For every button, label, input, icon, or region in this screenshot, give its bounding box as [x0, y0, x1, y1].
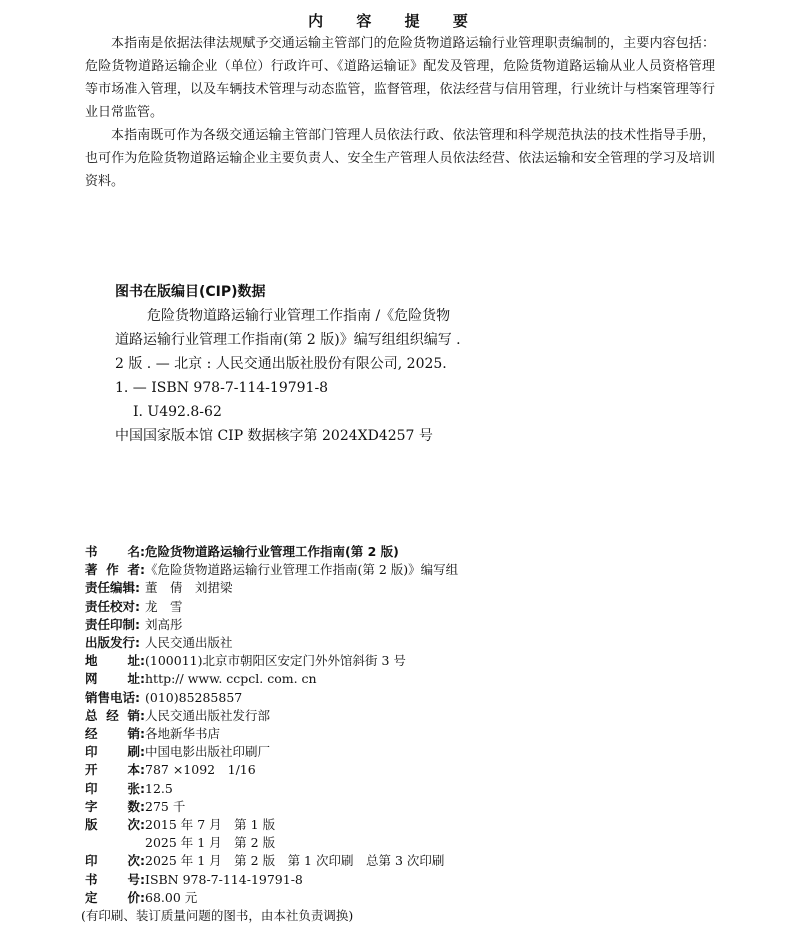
colophon-label: 责任编辑:	[85, 580, 140, 596]
colophon-row	[85, 616, 715, 634]
summary-paragraph: 本指南既可作为各级交通运输主管部门管理人员依法行政、依法管理和科学规范执法的技术性指导手册，也可作为危险货物道路运输企业主要负责人、安全生产管理人员依法经营、依法运输和安全管理的学习及培训资料。	[85, 128, 715, 189]
colophon-value: (010)85285857	[145, 689, 243, 705]
colophon-value: 2025 年 1 月 第 2 版	[145, 835, 276, 851]
colophon-label: 网 址:	[85, 671, 145, 687]
colophon-row	[85, 689, 715, 707]
colophon-value: 各地新华书店	[145, 726, 221, 742]
cip-line: 道路运输行业管理工作指南(第 2 版)》编写组组织编写 .	[115, 332, 461, 348]
colophon-label: 书 名:	[85, 544, 145, 559]
colophon-value: 人民交通出版社发行部	[145, 707, 271, 723]
colophon-label: 经 销:	[85, 726, 145, 742]
colophon-value: (100011)北京市朝阳区安定门外外馆斜街 3 号	[145, 653, 406, 669]
colophon-label: 总 经 销:	[85, 707, 145, 723]
colophon-value: 12.5	[145, 780, 173, 796]
colophon-label: 字 数:	[85, 798, 145, 814]
colophon-value: 2025 年 1 月 第 2 版 第 1 次印刷 总第 3 次印刷	[145, 853, 445, 869]
colophon-label: 印 次:	[85, 853, 145, 869]
colophon-label: 著 作 者:	[85, 562, 145, 578]
colophon-note: (有印刷、装订质量问题的图书，由本社负责调换)	[81, 908, 354, 924]
colophon-label: 责任印制:	[85, 616, 140, 632]
colophon-row	[85, 579, 715, 597]
summary-body	[85, 32, 715, 193]
colophon-label: 版 次:	[85, 817, 145, 833]
cip-heading: 图书在版编目(CIP)数据	[115, 284, 266, 300]
colophon-label: 定 价:	[85, 889, 145, 905]
colophon-label: 印 张:	[85, 780, 145, 796]
cip-line: 危险货物道路运输行业管理工作指南 /《危险货物	[147, 308, 451, 324]
colophon-value: 787 ×1092 1/16	[145, 762, 256, 778]
cip-line: Ⅰ. U492.8-62	[133, 404, 222, 420]
colophon	[81, 543, 715, 925]
colophon-value: 《危险货物道路运输行业管理工作指南(第 2 版)》编写组	[145, 562, 459, 578]
colophon-value: 人民交通出版社	[145, 635, 233, 651]
colophon-row	[85, 707, 715, 725]
colophon-label: 地 址:	[85, 653, 145, 669]
cip-line: 1. — ISBN 978-7-114-19791-8	[115, 380, 329, 396]
colophon-row	[85, 871, 715, 889]
colophon-row	[85, 816, 715, 834]
colophon-row	[85, 889, 715, 907]
colophon-row	[85, 798, 715, 816]
summary-title: 内 容 提 要	[308, 12, 482, 30]
cip-block	[85, 280, 715, 448]
colophon-row	[85, 634, 715, 652]
colophon-label: 书 号:	[85, 871, 145, 887]
colophon-value: 董 倩 刘捃梁	[145, 580, 233, 596]
colophon-value: 危险货物道路运输行业管理工作指南(第 2 版)	[145, 544, 399, 559]
cip-line: 中国国家版本馆 CIP 数据核字第 2024XD4257 号	[115, 428, 433, 444]
colophon-value: http:// www. ccpcl. com. cn	[145, 671, 317, 687]
colophon-label: 责任校对:	[85, 598, 140, 614]
colophon-label: 印 刷:	[85, 744, 145, 760]
colophon-row	[85, 743, 715, 761]
colophon-row	[85, 543, 715, 561]
colophon-row	[85, 852, 715, 870]
summary-paragraph: 本指南是依据法律法规赋予交通运输主管部门的危险货物道路运输行业管理职责编制的，主要内容包括：危险货物道路运输企业（单位）行政许可、《道路运输证》配发及管理，危险货物道路运输从业人员资格管理等市场准入管理，以及车辆技术管理与动态监管，监督管理，依法经营与信用管理，行业统计与档案管理等行业日常监管。	[85, 36, 715, 120]
colophon-row	[85, 834, 715, 852]
cip-line: 2 版 . — 北京 : 人民交通出版社股份有限公司, 2025.	[115, 356, 447, 372]
colophon-label: 销售电话:	[85, 689, 140, 705]
colophon-value: 2015 年 7 月 第 1 版	[145, 817, 276, 833]
colophon-row	[85, 652, 715, 670]
colophon-value: ISBN 978-7-114-19791-8	[145, 871, 303, 887]
colophon-value: 68.00 元	[145, 889, 198, 905]
colophon-row	[85, 561, 715, 579]
colophon-label	[85, 834, 145, 852]
colophon-row	[85, 761, 715, 779]
colophon-row	[85, 725, 715, 743]
colophon-value: 刘高彤	[145, 616, 183, 632]
colophon-row	[85, 670, 715, 688]
colophon-value: 275 千	[145, 798, 186, 814]
colophon-label: 出版发行:	[85, 635, 140, 651]
colophon-value: 龙 雪	[145, 598, 183, 614]
colophon-row	[85, 780, 715, 798]
colophon-value: 中国电影出版社印刷厂	[145, 744, 271, 760]
colophon-row	[85, 598, 715, 616]
colophon-label: 开 本:	[85, 762, 145, 778]
